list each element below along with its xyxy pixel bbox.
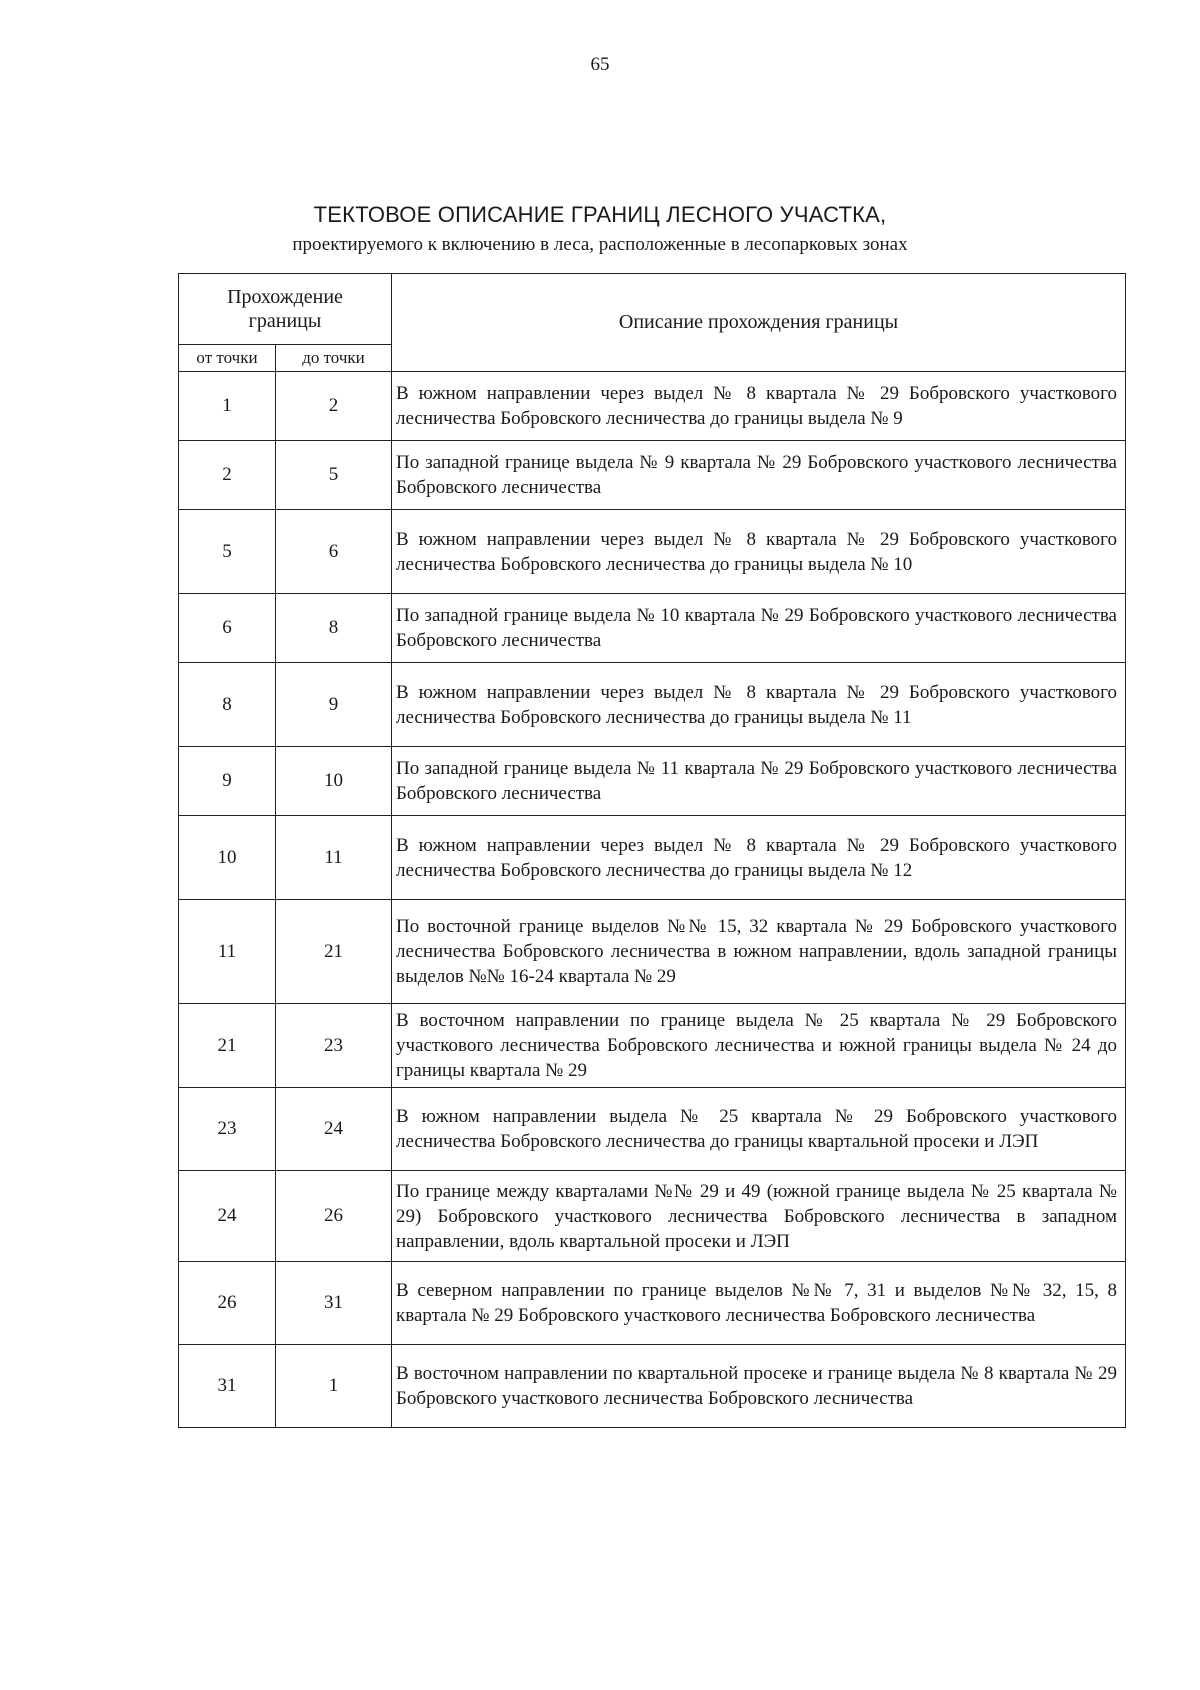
cell-from-point: 6: [179, 594, 276, 663]
cell-from-point: 31: [179, 1345, 276, 1428]
cell-description: В южном направлении через выдел № 8 квартала № 29 Бобровского участкового лесничества Бобровского лесничества до границы выдела № 12: [392, 816, 1126, 900]
cell-from-point: 11: [179, 900, 276, 1004]
cell-description: По западной границе выдела № 9 квартала № 29 Бобровского участкового лесничества Бобровского лесничества: [392, 441, 1126, 510]
cell-to-point: 10: [276, 747, 392, 816]
table-row: [179, 1171, 1126, 1262]
cell-from-point: 26: [179, 1262, 276, 1345]
cell-to-point: 23: [276, 1004, 392, 1088]
table-row: [179, 594, 1126, 663]
table-row: [179, 1262, 1126, 1345]
header-description: Описание прохождения границы: [392, 274, 1126, 372]
header-to-point: до точки: [276, 345, 392, 372]
table-row: [179, 1345, 1126, 1428]
cell-description: В южном направлении выдела № 25 квартала № 29 Бобровского участкового лесничества Бобровского лесничества до границы квартальной просеки и ЛЭП: [392, 1088, 1126, 1171]
cell-from-point: 21: [179, 1004, 276, 1088]
cell-description: По восточной границе выделов №№ 15, 32 квартала № 29 Бобровского участкового лесничества Бобровского лесничества в южном направлении, вдоль западной границы выделов №№ 16-24 квартала № 29: [392, 900, 1126, 1004]
cell-description: По западной границе выдела № 11 квартала № 29 Бобровского участкового лесничества Бобровского лесничества: [392, 747, 1126, 816]
table-header: [179, 274, 1126, 372]
cell-to-point: 31: [276, 1262, 392, 1345]
cell-to-point: 26: [276, 1171, 392, 1262]
header-boundary-passage: Прохождение границы: [179, 274, 392, 345]
document-subtitle: проектируемого к включению в леса, расположенные в лесопарковых зонах: [292, 234, 908, 255]
cell-to-point: 24: [276, 1088, 392, 1171]
page-number: 65: [590, 54, 610, 75]
cell-description: В южном направлении через выдел № 8 квартала № 29 Бобровского участкового лесничества Бобровского лесничества до границы выдела № 11: [392, 663, 1126, 747]
table-row: [179, 747, 1126, 816]
cell-to-point: 6: [276, 510, 392, 594]
cell-from-point: 2: [179, 441, 276, 510]
cell-to-point: 2: [276, 372, 392, 441]
table-row: [179, 663, 1126, 747]
header-from-point: от точки: [179, 345, 276, 372]
cell-from-point: 23: [179, 1088, 276, 1171]
table-row: [179, 900, 1126, 1004]
table-row: [179, 1088, 1126, 1171]
cell-to-point: 8: [276, 594, 392, 663]
cell-description: В восточном направлении по границе выдела № 25 квартала № 29 Бобровского участкового лесничества Бобровского лесничества и южной границы выдела № 24 до границы квартала № 29: [392, 1004, 1126, 1088]
cell-to-point: 1: [276, 1345, 392, 1428]
cell-description: По западной границе выдела № 10 квартала № 29 Бобровского участкового лесничества Бобровского лесничества: [392, 594, 1126, 663]
cell-from-point: 10: [179, 816, 276, 900]
table-body: [179, 372, 1126, 1428]
cell-description: В южном направлении через выдел № 8 квартала № 29 Бобровского участкового лесничества Бобровского лесничества до границы выдела № 9: [392, 372, 1126, 441]
cell-from-point: 1: [179, 372, 276, 441]
table-row: [179, 1004, 1126, 1088]
cell-to-point: 9: [276, 663, 392, 747]
document-title: ТЕКТОВОЕ ОПИСАНИЕ ГРАНИЦ ЛЕСНОГО УЧАСТКА,: [313, 202, 887, 227]
cell-to-point: 21: [276, 900, 392, 1004]
cell-description: В восточном направлении по квартальной просеке и границе выдела № 8 квартала № 29 Бобровского участкового лесничества Бобровского лесничества: [392, 1345, 1126, 1428]
table-row: [179, 441, 1126, 510]
cell-description: В северном направлении по границе выделов №№ 7, 31 и выделов №№ 32, 15, 8 квартала № 29 Бобровского участкового лесничества Бобровского лесничества: [392, 1262, 1126, 1345]
cell-to-point: 11: [276, 816, 392, 900]
cell-description: По границе между кварталами №№ 29 и 49 (южной границе выдела № 25 квартала № 29) Бобровского участкового лесничества Бобровского лесничества в западном направлении, вдоль квартальной просеки и ЛЭП: [392, 1171, 1126, 1262]
table-row: [179, 372, 1126, 441]
cell-description: В южном направлении через выдел № 8 квартала № 29 Бобровского участкового лесничества Бобровского лесничества до границы выдела № 10: [392, 510, 1126, 594]
cell-from-point: 24: [179, 1171, 276, 1262]
cell-from-point: 8: [179, 663, 276, 747]
cell-from-point: 9: [179, 747, 276, 816]
table-row: [179, 816, 1126, 900]
cell-to-point: 5: [276, 441, 392, 510]
boundary-table: [178, 273, 1126, 1428]
cell-from-point: 5: [179, 510, 276, 594]
table-row: [179, 510, 1126, 594]
